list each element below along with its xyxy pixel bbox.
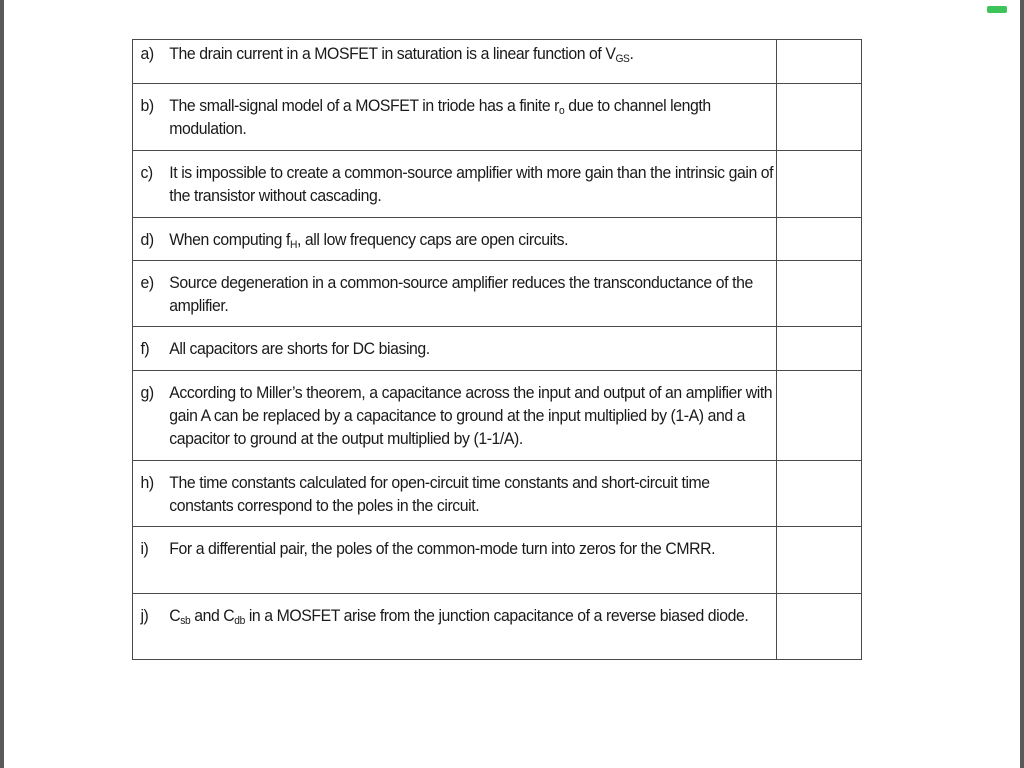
statement-cell xyxy=(133,151,777,218)
statement-cell xyxy=(133,594,777,660)
item-label: a) xyxy=(140,44,154,63)
answer-cell[interactable] xyxy=(777,327,862,371)
item-label: h) xyxy=(140,473,154,492)
subscript: GS xyxy=(615,53,630,65)
statement-text: For a differential pair, the poles of the common-mode turn into zeros for the CMRR. xyxy=(169,539,716,558)
right-window-border xyxy=(1020,0,1024,768)
item-label: b) xyxy=(140,96,154,115)
table-row xyxy=(133,527,862,594)
table-row xyxy=(133,218,862,261)
item-label: j) xyxy=(140,606,149,625)
subscript: o xyxy=(559,105,565,117)
item-label: d) xyxy=(140,230,154,249)
item-label: i) xyxy=(140,539,149,558)
table-row xyxy=(133,40,862,84)
left-window-border xyxy=(0,0,4,768)
table-row xyxy=(133,261,862,327)
statement-cell xyxy=(133,461,777,527)
statement-text: The drain current in a MOSFET in saturation is a linear function of $V_{GS}$. xyxy=(169,44,634,65)
answer-cell[interactable] xyxy=(777,527,862,594)
statement-text: It is impossible to create a common-source amplifier with more gain than the intrinsic gain of the transistor without cascading. xyxy=(169,163,774,205)
answer-cell[interactable] xyxy=(777,84,862,151)
statement-cell xyxy=(133,527,777,594)
table-row xyxy=(133,371,862,461)
subscript: sb xyxy=(180,615,191,627)
statement-text: $C_{sb}$ and $C_{db}$ in a MOSFET arise from the junction capacitance of a reverse biased diode. xyxy=(169,606,749,627)
statement-cell xyxy=(133,40,777,84)
item-label: e) xyxy=(140,273,154,292)
answer-cell[interactable] xyxy=(777,461,862,527)
statement-cell xyxy=(133,218,777,261)
statement-text: The small-signal model of a MOSFET in triode has a finite $r_o$ due to channel length modulation. xyxy=(169,96,711,138)
subscript: H xyxy=(290,239,297,251)
statement-cell xyxy=(133,261,777,327)
answer-cell[interactable] xyxy=(777,594,862,660)
statement-cell xyxy=(133,84,777,151)
table-row xyxy=(133,327,862,371)
answer-cell[interactable] xyxy=(777,40,862,84)
statement-text: According to Miller’s theorem, a capacitance across the input and output of an amplifier with gain A can be replaced by a capacitance to ground at the input multiplied by (1-A) and a capacitor to ground at the output multiplied by (1-1/A). xyxy=(169,383,773,448)
table-row xyxy=(133,151,862,218)
item-label: g) xyxy=(140,383,154,402)
statement-cell xyxy=(133,371,777,461)
subscript: db xyxy=(234,615,245,627)
table-row xyxy=(133,461,862,527)
statement-text: The time constants calculated for open-circuit time constants and short-circuit time constants correspond to the poles in the circuit. xyxy=(169,473,710,515)
item-label: f) xyxy=(140,339,150,358)
statement-text: Source degeneration in a common-source amplifier reduces the transconductance of the amplifier. xyxy=(169,273,753,315)
answer-cell[interactable] xyxy=(777,151,862,218)
statement-cell xyxy=(133,327,777,371)
statement-text: All capacitors are shorts for DC biasing. xyxy=(169,339,430,358)
answer-cell[interactable] xyxy=(777,218,862,261)
answer-cell[interactable] xyxy=(777,371,862,461)
statement-text: When computing $f_H$, all low frequency caps are open circuits. xyxy=(169,230,569,251)
true-false-table xyxy=(132,39,862,660)
answer-cell[interactable] xyxy=(777,261,862,327)
status-indicator xyxy=(987,6,1007,13)
table-row xyxy=(133,594,862,660)
item-label: c) xyxy=(140,163,153,182)
table-row xyxy=(133,84,862,151)
